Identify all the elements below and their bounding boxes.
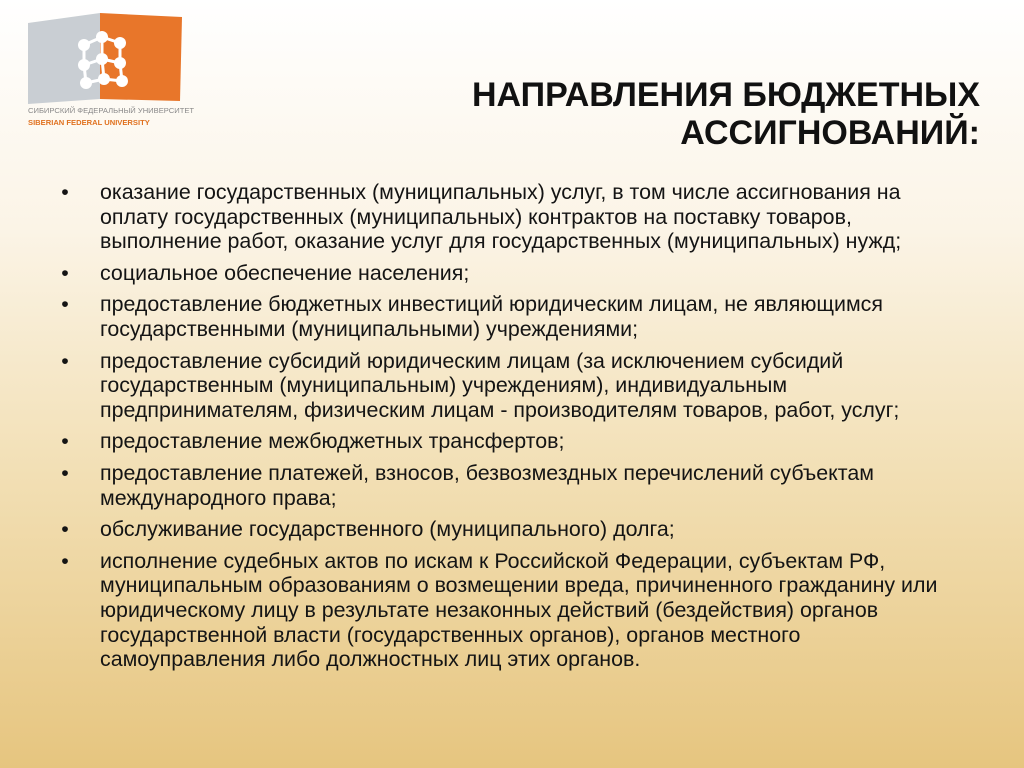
bullet-icon: •	[61, 292, 69, 317]
bullet-icon: •	[61, 429, 69, 454]
list-item-text: социальное обеспечение населения;	[100, 260, 470, 285]
bullet-icon: •	[61, 517, 69, 542]
list-item	[58, 461, 970, 510]
list-item-text: предоставление межбюджетных трансфертов;	[100, 429, 565, 454]
list-item-text: предоставление субсидий юридическим лицам (за исключением субсидий государственным (муниципальным) учреждениям), индивидуальным предпринимателям, физическим лицам - производителям товаров, работ, услуг;	[100, 348, 900, 422]
list-item	[58, 292, 970, 341]
university-logo	[26, 13, 195, 131]
bullet-icon: •	[61, 260, 69, 285]
bullet-icon: •	[61, 548, 69, 573]
list-item	[58, 180, 970, 254]
allocation-directions-list	[58, 180, 970, 679]
university-logo-icon	[26, 13, 184, 105]
logo-text-russian: СИБИРСКИЙ ФЕДЕРАЛЬНЫЙ УНИВЕРСИТЕТ	[28, 106, 195, 115]
list-item-text: предоставление платежей, взносов, безвозмездных перечислений субъектам международного права;	[100, 460, 874, 510]
list-item-text: исполнение судебных актов по искам к Российской Федерации, субъектам РФ, муниципальным образованиям о возмещении вреда, причиненного гражданину или юридическому лицу в результате незаконных действий (бездействия) органов государственной власти (государственных органов), органов местного самоуправления либо должностных лиц этих органов.	[100, 548, 938, 672]
list-item	[58, 517, 970, 542]
bullet-icon: •	[61, 180, 69, 204]
bullet-icon: •	[61, 348, 69, 373]
bullet-icon: •	[61, 460, 69, 485]
logo-text-english: SIBERIAN FEDERAL UNIVERSITY	[28, 118, 150, 127]
title-line-2: АССИГНОВАНИЙ:	[680, 114, 980, 152]
list-item	[58, 261, 970, 286]
list-item-text: оказание государственных (муниципальных) услуг, в том числе ассигнования на оплату государственных (муниципальных) контрактов на поставку товаров, выполнение работ, оказание услуг для государственных (муниципальных) нужд;	[100, 180, 902, 254]
list-item	[58, 429, 970, 454]
list-item-text: предоставление бюджетных инвестиций юридическим лицам, не являющимся государственными (муниципальными) учреждениями;	[100, 292, 883, 341]
list-item	[58, 349, 970, 423]
title-line-1: НАПРАВЛЕНИЯ БЮДЖЕТНЫХ	[471, 76, 980, 114]
list-item	[58, 549, 970, 672]
list-item-text: обслуживание государственного (муниципального) долга;	[100, 517, 675, 542]
page-title	[340, 76, 980, 152]
